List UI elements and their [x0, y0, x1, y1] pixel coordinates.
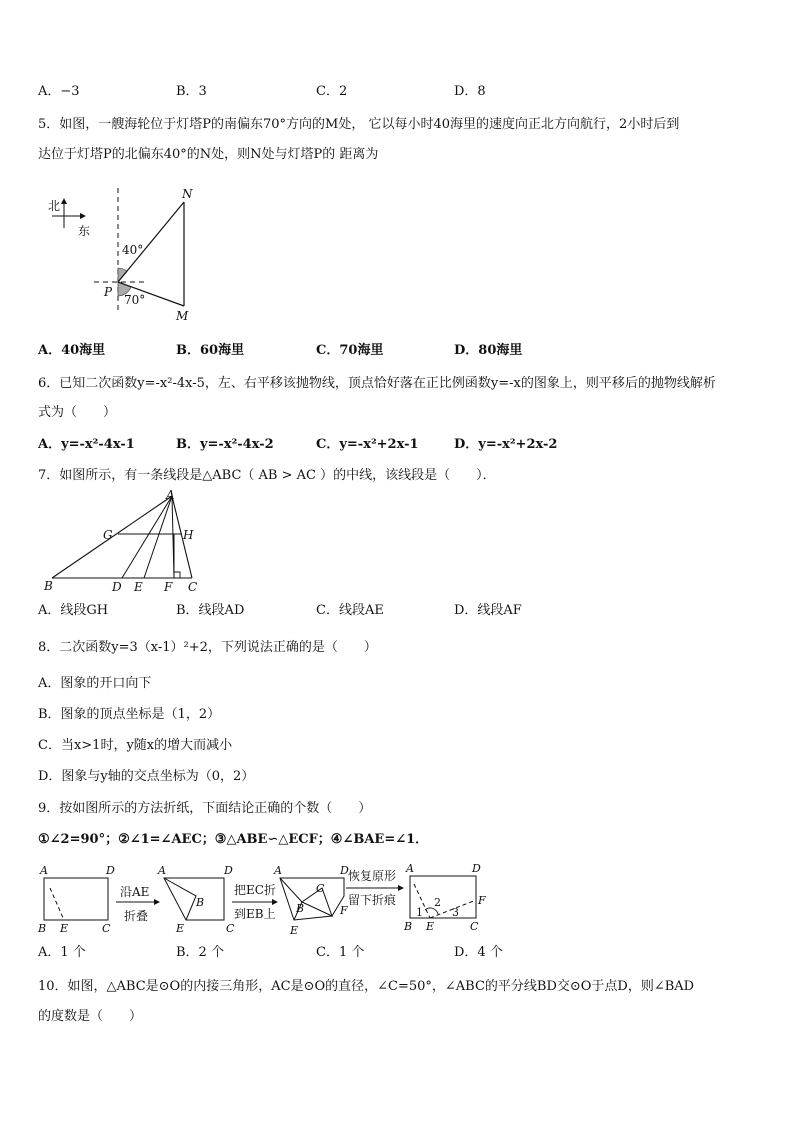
q8-option-d: D．图象与y轴的交点坐标为（0，2） — [38, 769, 255, 784]
q8-option-a: A．图象的开口向下 — [38, 676, 152, 691]
q5-text-line2: 达位于灯塔P的北偏东40°的N处，则N处与灯塔P的 距离为 — [38, 147, 379, 162]
q8-option-c: C．当x>1时，y随x的增大而减小 — [38, 738, 233, 753]
step1-top-label: 沿AE — [120, 885, 150, 899]
p2-a-label: A — [158, 864, 166, 877]
point-g-label: G — [103, 528, 113, 542]
q9-text-line2: ①∠2=90°；②∠1=∠AEC；③△ABE∽△ECF；④∠BAE=∠1． — [38, 832, 429, 847]
q6-option-b: B．y=-x²-4x-2 — [176, 437, 274, 452]
p4-b-label: B — [404, 920, 413, 933]
q9-text-line1: 9．按如图所示的方法折纸，下面结论正确的个数（ ） — [38, 801, 372, 816]
step1-bottom-label: 折叠 — [124, 909, 149, 923]
p4-n2-label: 2 — [434, 896, 441, 909]
point-c-label: C — [188, 580, 198, 594]
point-m-label: M — [176, 309, 189, 323]
north-label: 北 — [48, 199, 61, 213]
p4-n1-label: 1 — [416, 906, 423, 919]
p4-e-label: E — [426, 920, 435, 933]
point-p-label: P — [104, 285, 113, 299]
q4-option-a: A．−3 — [38, 84, 80, 99]
q7-option-b: B．线段AD — [176, 603, 245, 618]
p2-c-label: C — [226, 922, 235, 935]
q7-figure — [40, 488, 210, 596]
p4-a-label: A — [406, 862, 414, 875]
p4-n3-label: 3 — [452, 906, 459, 919]
q7-option-c: C．线段AE — [316, 603, 384, 618]
q5-text-line1: 5．如图，一艘海轮位于灯塔P的南偏东70°方向的M处， 它以每小时40海里的速度向正北方向航行，2小时后到 — [38, 117, 680, 132]
q9-option-a: A．1 个 — [38, 945, 86, 960]
p1-b-label: B — [38, 922, 47, 935]
p1-c-label: C — [102, 922, 111, 935]
q7-text-line1: 7．如图所示，有一条线段是△ABC（ AB > AC ）的中线，该线段是（ ）． — [38, 468, 496, 483]
q6-option-c: C．y=-x²+2x-1 — [316, 437, 419, 452]
p1-a-label: A — [40, 864, 48, 877]
q9-option-b: B．2 个 — [176, 945, 224, 960]
p4-d-label: D — [472, 862, 481, 875]
q5-figure — [44, 188, 214, 328]
q6-text-line2: 式为（ ） — [38, 405, 117, 420]
q5-option-b: B．60海里 — [176, 343, 245, 358]
q5-option-d: D．80海里 — [454, 343, 523, 358]
point-n-label: N — [182, 187, 193, 201]
angle-40-label: 40° — [122, 243, 144, 257]
q7-option-a: A．线段GH — [38, 603, 109, 618]
p2-e-label: E — [176, 922, 185, 935]
east-label: 东 — [78, 224, 91, 238]
q7-option-d: D．线段AF — [454, 603, 522, 618]
q8-text-line1: 8．二次函数y=3（x-1）²+2，下列说法正确的是（ ） — [38, 640, 377, 655]
q6-option-d: D．y=-x²+2x-2 — [454, 437, 558, 452]
q6-text-line1: 6．已知二次函数y=-x²-4x-5，左、右平移该抛物线，顶点恰好落在正比例函数y=-x的图象上，则平移后的抛物线解析 — [38, 376, 716, 391]
q9-option-d: D．4 个 — [454, 945, 503, 960]
q5-option-a: A．40海里 — [38, 343, 106, 358]
p3-a-label: A — [274, 864, 282, 877]
step2-bottom-label: 到EB上 — [234, 907, 276, 921]
step3-bottom-label: 留下折痕 — [348, 893, 397, 907]
p3-f-label: F — [340, 904, 348, 917]
p3-c-label: C — [316, 882, 325, 895]
point-d-label: D — [112, 580, 122, 594]
p2-b-label: B — [196, 896, 205, 909]
point-h-label: H — [183, 528, 194, 542]
step3-top-label: 恢复原形 — [348, 869, 397, 883]
q4-option-b: B．3 — [176, 84, 207, 99]
p2-d-label: D — [224, 864, 233, 877]
q6-option-a: A．y=-x²-4x-1 — [38, 437, 135, 452]
step2-top-label: 把EC折 — [234, 883, 276, 897]
p4-c-label: C — [470, 920, 479, 933]
point-f-label: F — [164, 580, 173, 594]
q10-text-line2: 的度数是（ ） — [38, 1009, 143, 1024]
p3-b-label: B — [296, 902, 305, 915]
q8-option-b: B．图象的顶点坐标是（1，2） — [38, 707, 221, 722]
p3-e-label: E — [290, 924, 299, 937]
q5-option-c: C．70海里 — [316, 343, 384, 358]
p1-e-label: E — [60, 922, 69, 935]
point-e-label: E — [134, 580, 143, 594]
p1-d-label: D — [106, 864, 115, 877]
q10-text-line1: 10．如图，△ABC是⊙O的内接三角形，AC是⊙O的直径，∠C=50°，∠ABC的平分线BD交⊙O于点D，则∠BAD — [38, 979, 695, 994]
p4-f-label: F — [478, 894, 486, 907]
p3-d-label: D — [340, 864, 349, 877]
angle-70-label: 70° — [124, 293, 146, 307]
q4-option-c: C．2 — [316, 84, 348, 99]
q9-figure — [36, 858, 496, 940]
q4-option-d: D．8 — [454, 84, 486, 99]
q9-option-c: C．1 个 — [316, 945, 365, 960]
point-a-label: A — [166, 488, 175, 502]
point-b-label: B — [44, 579, 53, 593]
